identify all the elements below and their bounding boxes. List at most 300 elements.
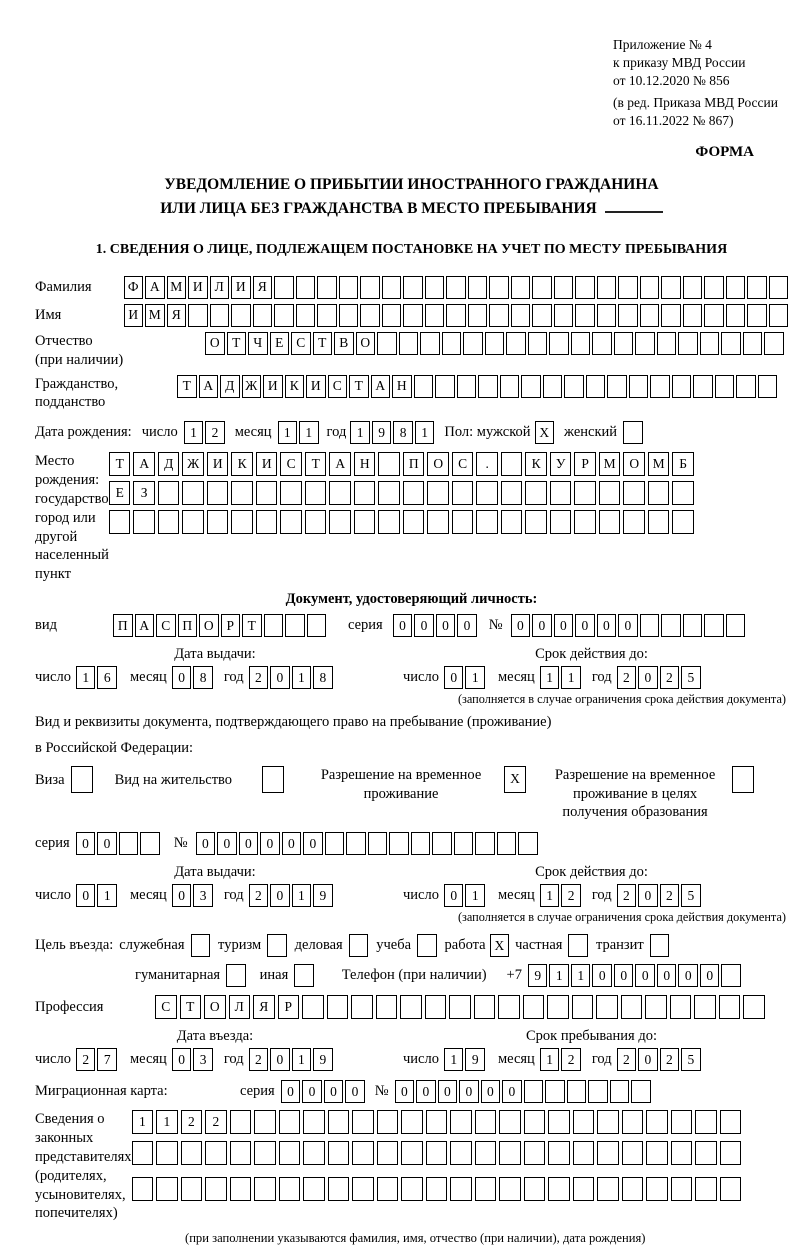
char-cell[interactable]: 2 — [660, 884, 680, 907]
char-cell[interactable] — [547, 995, 569, 1019]
char-cell[interactable] — [182, 510, 204, 534]
char-cell[interactable] — [328, 1141, 350, 1165]
char-cell[interactable] — [715, 375, 735, 398]
char-cell[interactable] — [621, 995, 643, 1019]
char-cell[interactable] — [305, 510, 327, 534]
char-cell[interactable]: 0 — [459, 1080, 479, 1103]
char-cell[interactable]: 0 — [303, 832, 323, 855]
char-cell[interactable] — [672, 481, 694, 505]
char-cell[interactable] — [646, 1141, 668, 1165]
char-cell[interactable]: Т — [242, 614, 262, 637]
char-cell[interactable] — [382, 276, 402, 299]
char-cell[interactable]: К — [285, 375, 305, 398]
char-cell[interactable]: А — [371, 375, 391, 398]
char-cell[interactable] — [758, 375, 778, 398]
char-cell[interactable]: С — [280, 452, 302, 476]
char-cell[interactable] — [475, 1141, 497, 1165]
char-cell[interactable] — [446, 304, 466, 327]
char-cell[interactable] — [205, 1141, 227, 1165]
char-cell[interactable]: 0 — [436, 614, 456, 637]
char-cell[interactable] — [695, 1110, 717, 1134]
char-cell[interactable] — [499, 1177, 521, 1201]
char-cell[interactable] — [403, 276, 423, 299]
char-cell[interactable] — [181, 1141, 203, 1165]
checkbox-temp-permit[interactable]: X — [504, 766, 526, 793]
char-cell[interactable] — [574, 481, 596, 505]
char-cell[interactable] — [683, 614, 703, 637]
char-cell[interactable]: К — [525, 452, 547, 476]
char-cell[interactable]: И — [256, 452, 278, 476]
char-cell[interactable]: 0 — [172, 884, 192, 907]
char-cell[interactable] — [518, 832, 538, 855]
char-cell[interactable] — [432, 832, 452, 855]
char-cell[interactable] — [631, 1080, 651, 1103]
char-cell[interactable] — [427, 481, 449, 505]
char-cell[interactable] — [450, 1141, 472, 1165]
char-cell[interactable]: 1 — [278, 421, 298, 444]
char-cell[interactable] — [720, 1177, 742, 1201]
char-cell[interactable] — [476, 481, 498, 505]
char-cell[interactable] — [119, 832, 139, 855]
char-cell[interactable] — [454, 832, 474, 855]
char-cell[interactable]: С — [452, 452, 474, 476]
char-cell[interactable]: 0 — [172, 666, 192, 689]
char-cell[interactable] — [769, 304, 789, 327]
char-cell[interactable]: Т — [109, 452, 131, 476]
char-cell[interactable]: К — [231, 452, 253, 476]
char-cell[interactable]: 0 — [97, 832, 117, 855]
char-cell[interactable]: 0 — [76, 884, 96, 907]
checkbox-humanitarian[interactable] — [226, 964, 246, 987]
char-cell[interactable]: Р — [278, 995, 300, 1019]
char-cell[interactable]: И — [188, 276, 208, 299]
char-cell[interactable]: Я — [253, 276, 273, 299]
char-cell[interactable]: 8 — [193, 666, 213, 689]
char-cell[interactable] — [360, 276, 380, 299]
char-cell[interactable]: А — [329, 452, 351, 476]
char-cell[interactable] — [280, 481, 302, 505]
char-cell[interactable] — [305, 481, 327, 505]
char-cell[interactable]: Р — [574, 452, 596, 476]
char-cell[interactable]: Т — [313, 332, 333, 355]
char-cell[interactable] — [549, 332, 569, 355]
char-cell[interactable] — [274, 304, 294, 327]
char-cell[interactable] — [425, 995, 447, 1019]
char-cell[interactable] — [426, 1141, 448, 1165]
char-cell[interactable] — [489, 304, 509, 327]
char-cell[interactable] — [499, 1110, 521, 1134]
char-cell[interactable]: 9 — [372, 421, 392, 444]
char-cell[interactable]: Л — [229, 995, 251, 1019]
char-cell[interactable] — [704, 304, 724, 327]
char-cell[interactable] — [640, 276, 660, 299]
checkbox-residence-permit[interactable] — [262, 766, 284, 793]
char-cell[interactable] — [354, 510, 376, 534]
char-cell[interactable] — [548, 1141, 570, 1165]
char-cell[interactable] — [548, 1177, 570, 1201]
char-cell[interactable]: Д — [220, 375, 240, 398]
char-cell[interactable] — [564, 375, 584, 398]
char-cell[interactable]: 9 — [313, 884, 333, 907]
checkbox-male[interactable]: X — [535, 421, 555, 444]
char-cell[interactable]: Ч — [248, 332, 268, 355]
char-cell[interactable]: 0 — [457, 614, 477, 637]
char-cell[interactable] — [377, 1141, 399, 1165]
char-cell[interactable] — [317, 304, 337, 327]
char-cell[interactable] — [700, 332, 720, 355]
char-cell[interactable] — [452, 481, 474, 505]
char-cell[interactable] — [478, 375, 498, 398]
char-cell[interactable] — [511, 276, 531, 299]
char-cell[interactable] — [230, 1177, 252, 1201]
char-cell[interactable] — [207, 481, 229, 505]
char-cell[interactable] — [640, 304, 660, 327]
char-cell[interactable]: 0 — [444, 884, 464, 907]
char-cell[interactable] — [449, 995, 471, 1019]
checkbox-business[interactable] — [349, 934, 369, 957]
char-cell[interactable]: У — [550, 452, 572, 476]
char-cell[interactable] — [769, 276, 789, 299]
char-cell[interactable] — [377, 1177, 399, 1201]
char-cell[interactable]: 0 — [700, 964, 720, 987]
char-cell[interactable]: 2 — [249, 884, 269, 907]
char-cell[interactable]: П — [403, 452, 425, 476]
char-cell[interactable]: 2 — [617, 884, 637, 907]
char-cell[interactable] — [328, 1110, 350, 1134]
char-cell[interactable] — [497, 832, 517, 855]
char-cell[interactable] — [575, 276, 595, 299]
char-cell[interactable] — [672, 375, 692, 398]
char-cell[interactable]: 2 — [181, 1110, 203, 1134]
char-cell[interactable] — [586, 375, 606, 398]
char-cell[interactable]: 1 — [540, 884, 560, 907]
char-cell[interactable] — [726, 276, 746, 299]
char-cell[interactable]: 8 — [393, 421, 413, 444]
char-cell[interactable] — [188, 304, 208, 327]
char-cell[interactable] — [425, 304, 445, 327]
char-cell[interactable] — [548, 1110, 570, 1134]
checkbox-transit[interactable] — [650, 934, 670, 957]
char-cell[interactable] — [156, 1141, 178, 1165]
char-cell[interactable]: 2 — [561, 1048, 581, 1071]
char-cell[interactable] — [485, 332, 505, 355]
char-cell[interactable] — [525, 510, 547, 534]
char-cell[interactable]: 2 — [205, 1110, 227, 1134]
char-cell[interactable]: 1 — [76, 666, 96, 689]
checkbox-work[interactable]: X — [490, 934, 510, 957]
char-cell[interactable] — [623, 510, 645, 534]
char-cell[interactable] — [618, 276, 638, 299]
char-cell[interactable] — [694, 995, 716, 1019]
char-cell[interactable]: 0 — [575, 614, 595, 637]
char-cell[interactable]: А — [199, 375, 219, 398]
checkbox-visa[interactable] — [71, 766, 93, 793]
char-cell[interactable]: 1 — [350, 421, 370, 444]
char-cell[interactable] — [571, 332, 591, 355]
char-cell[interactable] — [597, 1177, 619, 1201]
char-cell[interactable]: 0 — [76, 832, 96, 855]
char-cell[interactable]: М — [167, 276, 187, 299]
char-cell[interactable]: 0 — [239, 832, 259, 855]
char-cell[interactable] — [678, 332, 698, 355]
char-cell[interactable] — [532, 304, 552, 327]
char-cell[interactable]: 0 — [393, 614, 413, 637]
char-cell[interactable]: Я — [167, 304, 187, 327]
char-cell[interactable]: 3 — [193, 1048, 213, 1071]
char-cell[interactable] — [133, 510, 155, 534]
char-cell[interactable]: Б — [672, 452, 694, 476]
char-cell[interactable] — [403, 510, 425, 534]
char-cell[interactable] — [329, 510, 351, 534]
char-cell[interactable] — [401, 1110, 423, 1134]
char-cell[interactable]: 0 — [217, 832, 237, 855]
char-cell[interactable]: 0 — [635, 964, 655, 987]
char-cell[interactable]: 0 — [302, 1080, 322, 1103]
char-cell[interactable]: 0 — [481, 1080, 501, 1103]
char-cell[interactable]: 0 — [270, 884, 290, 907]
char-cell[interactable]: Т — [227, 332, 247, 355]
char-cell[interactable] — [452, 510, 474, 534]
char-cell[interactable] — [499, 1141, 521, 1165]
char-cell[interactable]: 1 — [292, 666, 312, 689]
char-cell[interactable]: С — [156, 614, 176, 637]
form-number-blank[interactable] — [605, 197, 663, 213]
char-cell[interactable]: П — [178, 614, 198, 637]
char-cell[interactable] — [671, 1110, 693, 1134]
char-cell[interactable]: 0 — [638, 666, 658, 689]
char-cell[interactable] — [425, 276, 445, 299]
char-cell[interactable] — [596, 995, 618, 1019]
char-cell[interactable] — [726, 614, 746, 637]
char-cell[interactable]: 2 — [660, 666, 680, 689]
char-cell[interactable]: Т — [177, 375, 197, 398]
char-cell[interactable] — [721, 332, 741, 355]
char-cell[interactable] — [463, 332, 483, 355]
char-cell[interactable]: Н — [392, 375, 412, 398]
char-cell[interactable]: 1 — [415, 421, 435, 444]
char-cell[interactable] — [210, 304, 230, 327]
char-cell[interactable]: 0 — [444, 666, 464, 689]
char-cell[interactable]: 1 — [465, 666, 485, 689]
char-cell[interactable] — [622, 1141, 644, 1165]
char-cell[interactable] — [597, 304, 617, 327]
char-cell[interactable] — [468, 304, 488, 327]
char-cell[interactable] — [550, 481, 572, 505]
char-cell[interactable] — [140, 832, 160, 855]
char-cell[interactable]: 6 — [97, 666, 117, 689]
char-cell[interactable] — [254, 1177, 276, 1201]
char-cell[interactable]: И — [207, 452, 229, 476]
char-cell[interactable] — [328, 1177, 350, 1201]
char-cell[interactable] — [623, 481, 645, 505]
char-cell[interactable] — [597, 1141, 619, 1165]
char-cell[interactable]: И — [231, 276, 251, 299]
char-cell[interactable]: М — [145, 304, 165, 327]
char-cell[interactable] — [457, 375, 477, 398]
checkbox-other[interactable] — [294, 964, 314, 987]
char-cell[interactable] — [671, 1177, 693, 1201]
char-cell[interactable] — [230, 1110, 252, 1134]
char-cell[interactable] — [554, 276, 574, 299]
char-cell[interactable] — [426, 1110, 448, 1134]
char-cell[interactable] — [704, 614, 724, 637]
char-cell[interactable]: А — [145, 276, 165, 299]
char-cell[interactable] — [646, 1110, 668, 1134]
char-cell[interactable]: М — [599, 452, 621, 476]
char-cell[interactable]: О — [199, 614, 219, 637]
char-cell[interactable] — [747, 304, 767, 327]
char-cell[interactable]: 1 — [549, 964, 569, 987]
char-cell[interactable] — [420, 332, 440, 355]
char-cell[interactable]: 0 — [618, 614, 638, 637]
char-cell[interactable]: 0 — [638, 1048, 658, 1071]
char-cell[interactable]: 0 — [511, 614, 531, 637]
char-cell[interactable] — [231, 510, 253, 534]
char-cell[interactable] — [475, 832, 495, 855]
char-cell[interactable]: И — [263, 375, 283, 398]
char-cell[interactable]: 1 — [184, 421, 204, 444]
char-cell[interactable] — [307, 614, 327, 637]
char-cell[interactable] — [280, 510, 302, 534]
char-cell[interactable]: 0 — [416, 1080, 436, 1103]
char-cell[interactable]: 5 — [681, 666, 701, 689]
char-cell[interactable] — [506, 332, 526, 355]
char-cell[interactable] — [450, 1177, 472, 1201]
char-cell[interactable]: 3 — [193, 884, 213, 907]
char-cell[interactable] — [231, 304, 251, 327]
char-cell[interactable] — [256, 481, 278, 505]
char-cell[interactable]: С — [328, 375, 348, 398]
char-cell[interactable]: 0 — [196, 832, 216, 855]
char-cell[interactable] — [389, 832, 409, 855]
char-cell[interactable]: 5 — [681, 884, 701, 907]
char-cell[interactable]: Е — [270, 332, 290, 355]
char-cell[interactable]: 0 — [172, 1048, 192, 1071]
char-cell[interactable] — [550, 510, 572, 534]
char-cell[interactable] — [303, 1141, 325, 1165]
char-cell[interactable] — [205, 1177, 227, 1201]
char-cell[interactable]: М — [648, 452, 670, 476]
char-cell[interactable] — [303, 1177, 325, 1201]
char-cell[interactable] — [683, 276, 703, 299]
char-cell[interactable] — [720, 1141, 742, 1165]
char-cell[interactable]: 0 — [281, 1080, 301, 1103]
char-cell[interactable]: 2 — [617, 666, 637, 689]
char-cell[interactable]: 0 — [614, 964, 634, 987]
char-cell[interactable] — [501, 452, 523, 476]
char-cell[interactable] — [207, 510, 229, 534]
char-cell[interactable]: С — [291, 332, 311, 355]
char-cell[interactable] — [475, 1177, 497, 1201]
char-cell[interactable]: 7 — [97, 1048, 117, 1071]
char-cell[interactable]: 0 — [270, 666, 290, 689]
char-cell[interactable]: Т — [180, 995, 202, 1019]
char-cell[interactable] — [683, 304, 703, 327]
char-cell[interactable] — [695, 1141, 717, 1165]
char-cell[interactable]: 1 — [292, 1048, 312, 1071]
char-cell[interactable] — [640, 614, 660, 637]
char-cell[interactable] — [575, 304, 595, 327]
char-cell[interactable]: . — [476, 452, 498, 476]
char-cell[interactable] — [327, 995, 349, 1019]
char-cell[interactable] — [572, 995, 594, 1019]
char-cell[interactable]: 2 — [205, 421, 225, 444]
char-cell[interactable] — [524, 1177, 546, 1201]
char-cell[interactable] — [650, 375, 670, 398]
char-cell[interactable] — [158, 510, 180, 534]
char-cell[interactable] — [614, 332, 634, 355]
char-cell[interactable] — [302, 995, 324, 1019]
char-cell[interactable] — [500, 375, 520, 398]
char-cell[interactable] — [414, 375, 434, 398]
char-cell[interactable] — [403, 481, 425, 505]
char-cell[interactable]: 1 — [465, 884, 485, 907]
char-cell[interactable] — [588, 1080, 608, 1103]
char-cell[interactable]: А — [135, 614, 155, 637]
char-cell[interactable] — [524, 1110, 546, 1134]
char-cell[interactable]: 2 — [561, 884, 581, 907]
char-cell[interactable]: 0 — [657, 964, 677, 987]
char-cell[interactable]: 0 — [345, 1080, 365, 1103]
char-cell[interactable]: 1 — [571, 964, 591, 987]
char-cell[interactable] — [376, 995, 398, 1019]
char-cell[interactable]: О — [623, 452, 645, 476]
char-cell[interactable] — [521, 375, 541, 398]
char-cell[interactable]: 1 — [156, 1110, 178, 1134]
char-cell[interactable] — [528, 332, 548, 355]
char-cell[interactable]: 0 — [638, 884, 658, 907]
char-cell[interactable]: А — [133, 452, 155, 476]
char-cell[interactable] — [661, 614, 681, 637]
char-cell[interactable] — [599, 510, 621, 534]
char-cell[interactable] — [476, 510, 498, 534]
char-cell[interactable] — [156, 1177, 178, 1201]
char-cell[interactable] — [253, 304, 273, 327]
char-cell[interactable] — [573, 1110, 595, 1134]
char-cell[interactable]: 1 — [292, 884, 312, 907]
char-cell[interactable] — [325, 832, 345, 855]
char-cell[interactable] — [132, 1141, 154, 1165]
char-cell[interactable]: О — [427, 452, 449, 476]
char-cell[interactable]: П — [113, 614, 133, 637]
char-cell[interactable]: 2 — [249, 666, 269, 689]
char-cell[interactable] — [501, 481, 523, 505]
char-cell[interactable]: 0 — [395, 1080, 415, 1103]
char-cell[interactable] — [747, 276, 767, 299]
char-cell[interactable] — [498, 995, 520, 1019]
char-cell[interactable] — [352, 1177, 374, 1201]
checkbox-temp-permit-edu[interactable] — [732, 766, 754, 793]
char-cell[interactable] — [646, 1177, 668, 1201]
char-cell[interactable]: И — [124, 304, 144, 327]
char-cell[interactable]: О — [204, 995, 226, 1019]
checkbox-private[interactable] — [568, 934, 588, 957]
char-cell[interactable]: Ж — [242, 375, 262, 398]
char-cell[interactable] — [670, 995, 692, 1019]
char-cell[interactable]: 2 — [660, 1048, 680, 1071]
char-cell[interactable] — [567, 1080, 587, 1103]
char-cell[interactable] — [230, 1141, 252, 1165]
char-cell[interactable] — [645, 995, 667, 1019]
char-cell[interactable] — [411, 832, 431, 855]
char-cell[interactable] — [279, 1177, 301, 1201]
char-cell[interactable] — [657, 332, 677, 355]
char-cell[interactable] — [545, 1080, 565, 1103]
char-cell[interactable]: Е — [109, 481, 131, 505]
char-cell[interactable] — [442, 332, 462, 355]
char-cell[interactable] — [378, 481, 400, 505]
char-cell[interactable] — [435, 375, 455, 398]
